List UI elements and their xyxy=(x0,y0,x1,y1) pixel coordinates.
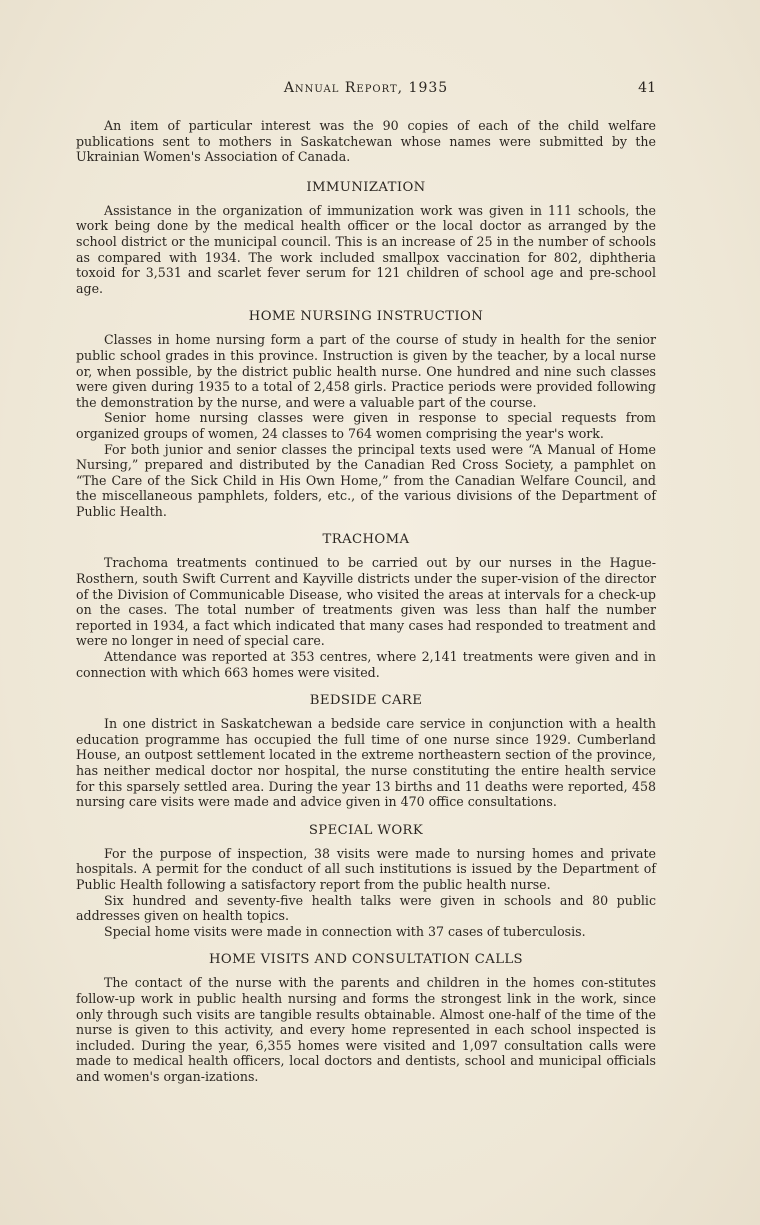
section-bedside-care xyxy=(76,692,656,810)
section-heading: SPECIAL WORK xyxy=(308,822,424,838)
intro-paragraph: An item of particular interest was the 90 copies of each of the child welfare publications sent to mothers in Saskatchewan whose names were submitted by the Ukrainian Women's Association of Canada. xyxy=(76,118,656,165)
section-special-work xyxy=(76,822,656,940)
paragraph: Attendance was reported at 353 centres, where 2,141 treatments were given and in connection with which 663 homes were visited. xyxy=(76,649,656,680)
paragraph: Classes in home nursing form a part of the course of study in health for the senior public school grades in this province. Instruction is given by the teacher, by a local nurse or, when possible, by the district public health nurse. One hundred and nine such classes were given during 1935 to a total of 2,458 girls. Practice periods were provided following the demonstration by the nurse, and were a valuable part of the course. xyxy=(76,332,656,410)
running-head xyxy=(76,80,656,100)
paragraph: In one district in Saskatchewan a bedside care service in conjunction with a health education programme has occupied the full time of one nurse since 1929. Cumberland House, an outpost settlement located in the extreme northeastern section of the province, has neither medical doctor nor hospital, the nurse constituting the entire health service for this sparsely settled area. During the year 13 births and 11 deaths were reported, 458 nursing care visits were made and advice given in 470 office consultations. xyxy=(76,716,656,810)
paragraph: The contact of the nurse with the parents and children in the homes con-stitutes follow-up work in public health nursing and forms the strongest link in the work, since only through such visits are tangible results obtainable. Almost one-half of the time of the nurse is given to this activity, and every home represented in each school inspected is included. During the year, 6,355 homes were visited and 1,097 consultation calls were made to medical health officers, local doctors and dentists, school and municipal officials and women's organ-izations. xyxy=(76,975,656,1084)
paragraph: Special home visits were made in connection with 37 cases of tuberculosis. xyxy=(104,923,586,939)
paragraph: Trachoma treatments continued to be carried out by our nurses in the Hague-Rosthern, south Swift Current and Kayville districts under the super-vision of the director of the Division of Communicable Disease, who visited the areas at intervals for a check-up on the cases. The total number of treatments given was less than half the number reported in 1934, a fact which indicated that many cases had responded to treatment and were no longer in need of special care. xyxy=(76,555,656,649)
running-title: Annual Report, 1935 xyxy=(283,80,449,96)
section-home-visits xyxy=(76,951,656,1084)
page-number: 41 xyxy=(638,80,656,96)
section-trachoma xyxy=(76,531,656,680)
section-home-nursing-instruction xyxy=(76,308,656,519)
section-immunization xyxy=(76,179,656,297)
paragraph: Senior home nursing classes were given in response to special requests from organized groups of women, 24 classes to 764 women comprising the year's work. xyxy=(76,410,656,441)
paragraph: Six hundred and seventy-five health talks were given in schools and 80 public addresses given on health topics. xyxy=(76,892,656,924)
paragraph: Assistance in the organization of immunization work was given in 111 schools, the work being done by the medical health officer or the local doctor as arranged by the school district or the municipal council. This is an increase of 25 in the number of schools as compared with 1934. The work included smallpox vaccination for 802, diphtheria toxoid for 3,531 and scarlet fever serum for 121 children of school age and pre-school age. xyxy=(76,202,656,296)
section-heading: HOME VISITS AND CONSULTATION CALLS xyxy=(209,952,523,968)
section-heading: HOME NURSING INSTRUCTION xyxy=(248,309,484,325)
section-heading: BEDSIDE CARE xyxy=(309,693,423,709)
page-content xyxy=(76,118,656,1085)
paragraph: For the purpose of inspection, 38 visits were made to nursing homes and private hospitals. A permit for the conduct of all such institutions is issued by the Department of Public Health following a satisfactory report from the public health nurse. xyxy=(76,845,656,892)
section-heading: IMMUNIZATION xyxy=(306,179,426,195)
section-heading: TRACHOMA xyxy=(322,532,410,548)
paragraph: For both junior and senior classes the principal texts used were “A Manual of Home Nursing,” prepared and distributed by the Canadian Red Cross Society, a pamphlet on “The Care of the Sick Child in His Own Home,” from the Canadian Welfare Council, and the miscellaneous pamphlets, folders, etc., of the various divisions of the Department of Public Health. xyxy=(76,441,656,519)
